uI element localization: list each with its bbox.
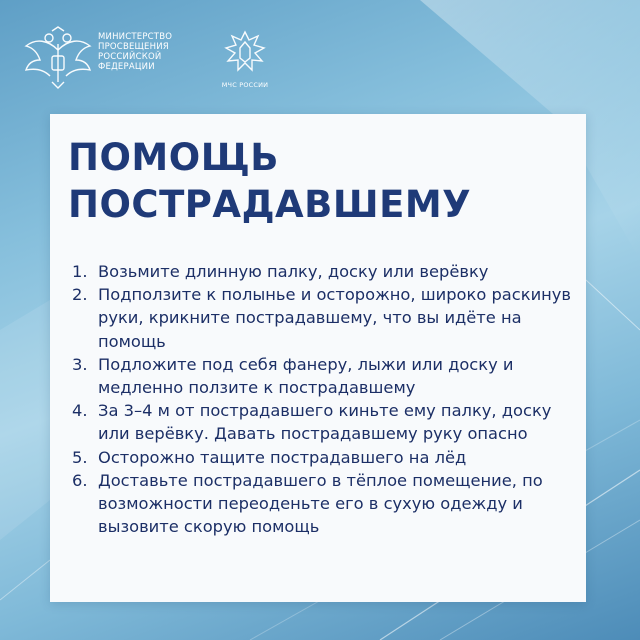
step-item xyxy=(72,353,580,399)
step-number: 3. xyxy=(72,354,88,374)
step-text: За 3–4 м от пострадавшего киньте ему палку, доску или верёвку. Давать пострадавшему руку опасно xyxy=(98,401,552,444)
light-line xyxy=(586,280,640,330)
step-number: 2. xyxy=(72,285,88,305)
ministry-line: МИНИСТЕРСТВО xyxy=(98,32,173,42)
step-item xyxy=(72,399,580,445)
header-logos xyxy=(22,26,442,96)
title-line: ПОСТРАДАВШЕМУ xyxy=(68,183,472,226)
ministry-line: РОССИЙСКОЙ xyxy=(98,52,162,62)
step-text: Подложите под себя фанеру, лыжи или доску и медленно ползите к пострадавшему xyxy=(98,354,514,398)
step-text: Подползите к полынье и осторожно, широко раскинув руки, крикните пострадавшему, что вы идёте на помощь xyxy=(98,285,572,351)
step-number: 6. xyxy=(72,470,88,490)
double-headed-eagle-icon xyxy=(22,26,94,92)
step-text: Осторожно тащите пострадавшего на лёд xyxy=(98,447,467,467)
light-streak xyxy=(0,300,50,540)
step-text: Доставьте пострадавшего в тёплое помещение, по возможности переоденьте его в сухую одежду и вызовите скорую помощь xyxy=(98,470,543,537)
ministry-line: ПРОСВЕЩЕНИЯ xyxy=(98,42,169,52)
step-text: Возьмите длинную палку, доску или верёвку xyxy=(98,262,489,281)
title-line: ПОМОЩЬ xyxy=(68,136,279,179)
light-line xyxy=(0,560,50,600)
instruction-card xyxy=(50,114,586,602)
mchs-label: МЧС РОССИИ xyxy=(221,81,269,89)
step-number: 1. xyxy=(72,262,88,281)
ministry-name xyxy=(98,32,218,72)
ministry-line: ФЕДЕРАЦИИ xyxy=(98,62,155,72)
step-number: 5. xyxy=(72,447,88,467)
step-item xyxy=(72,469,580,539)
card-title xyxy=(68,134,471,228)
mchs-emblem-icon xyxy=(218,28,272,80)
steps-list xyxy=(72,260,580,538)
step-number: 4. xyxy=(72,401,88,421)
step-item xyxy=(72,283,580,353)
step-item xyxy=(72,446,580,469)
step-item xyxy=(72,260,580,283)
